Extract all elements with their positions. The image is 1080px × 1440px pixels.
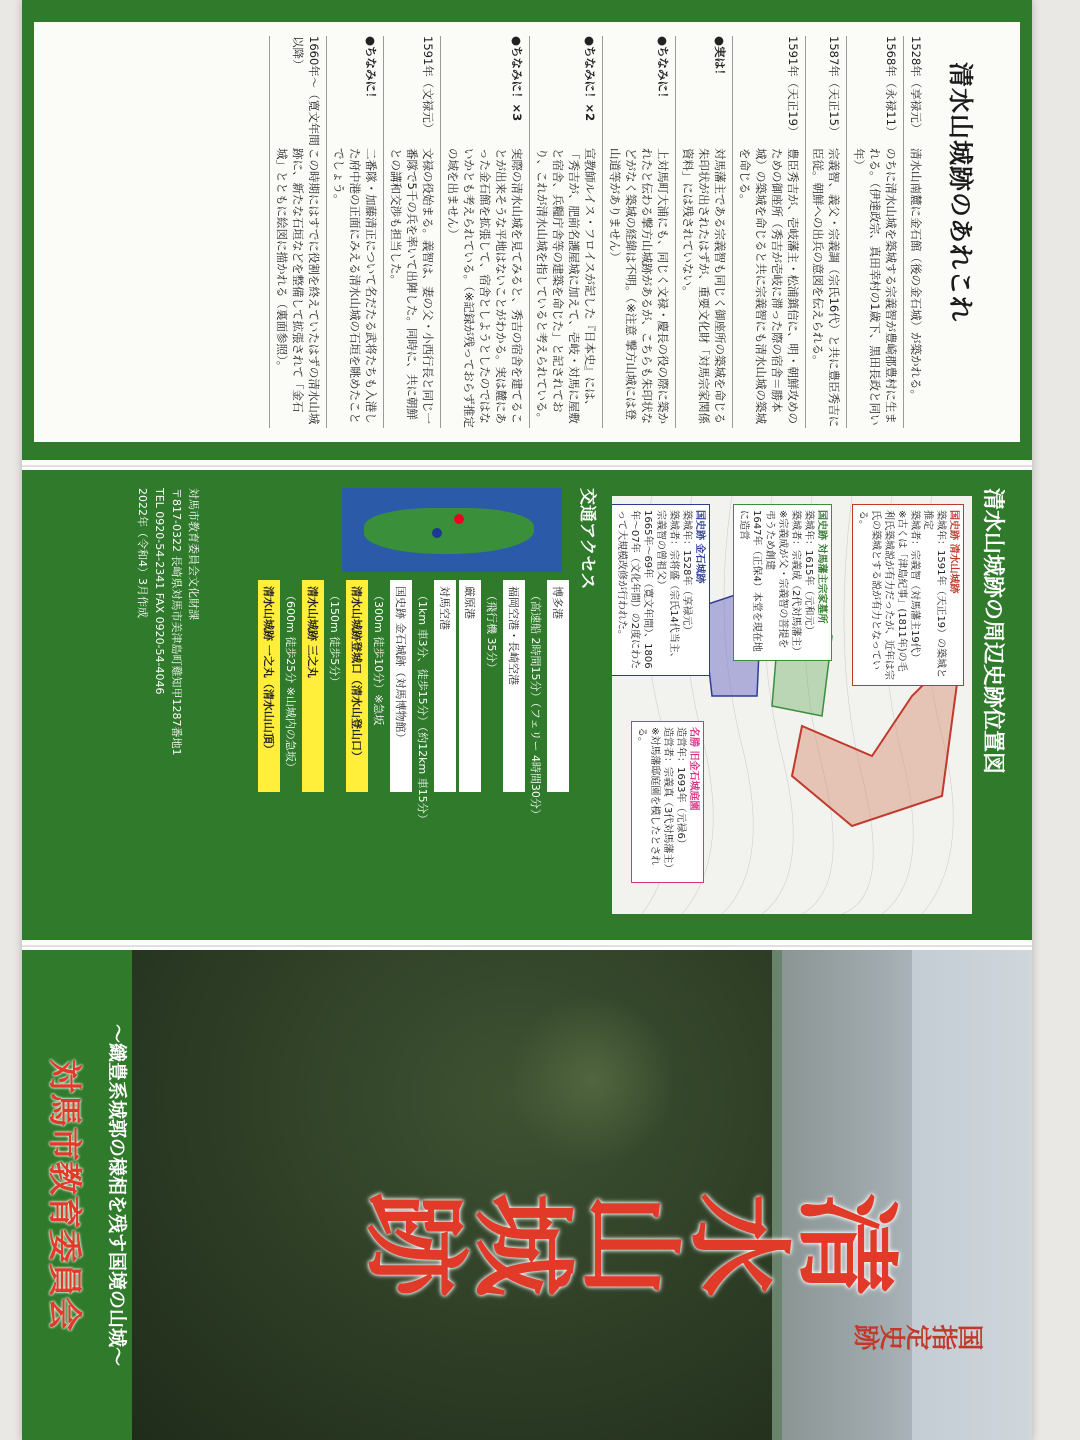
history-year: ●ちなみに！×3 [510,36,524,122]
route-leg: （高速船 2時間15分）（フェリー 4時間30分） [529,590,542,820]
kin-line: 1665年～69年（寛文年間）、1806年～07年（文化年間）の2度にわたって大規模改修が行われた。 [616,510,653,670]
cover-panel [22,950,1032,1440]
history-year: ●ちなみに！×2 [583,36,597,122]
route-stop: 清水山城跡 三之丸 [302,580,324,792]
route-stop: 清水山城跡 一之丸（清水山山頂） [258,580,280,792]
history-title: 清水山城跡のあれこれ [946,62,975,323]
history-year: 1660年～（寛文年間以降） [291,36,321,146]
history-text: のちに清水山城を築城する宗義智が豊崎郡豊村に生まれる。（伊達政宗、真田幸村の1歳下、黒田長政と同い年） [852,148,898,426]
route-stop: 博多港 [547,580,569,792]
access-title: 交通アクセス [577,488,597,590]
contact-info [134,488,202,755]
history-text: この時期にはすでに役割を終えていたはずの清水山城跡に、新たな石垣などを整備して拡張されて「金石城」とともに絵図に描かれる（裏面参照）。 [275,148,321,425]
history-text: 実際の清水山城を見てみると、秀吉の宿舎を建てることが出来そうな平地はないことがわかる。実は麓にあった金石館を拡張して、宿舎としようとしたのではないかとも考えられている。（※記録が残っておらず推定の域を出ません） [446,148,524,428]
contact-line: TEL 0920-54-2341 FAX 0920-54-4046 [153,488,166,695]
history-row [529,36,602,428]
tsushima-mini-map [342,488,562,572]
route-stop: 国史跡 金石城跡（対馬博物館） [390,580,412,792]
shimizu-line: 築城年：1591年（天正19）の築城と推定 [922,510,946,679]
history-list [269,36,928,428]
history-year: 1587年（天正15） [827,36,841,138]
castle-pin-icon [454,514,464,524]
garden-head: 名勝 旧金石城庭園 [688,727,699,811]
history-year: 1591年（文禄元） [421,36,435,135]
island-shape [364,508,534,554]
garden-line: 造営者：宗義真（3代対馬藩主） [662,727,673,874]
history-text: 二番隊・加藤清正について名だたる武将たちも入港した府中港の正面にみえる清水山城の石垣を眺めたことでしょう。 [332,148,378,424]
history-row [903,36,928,428]
shimizu-line: 築城者：宗義智（対馬藩主19代） [909,510,920,663]
kin-line: 築城者：宗将盛（宗氏14代当主、宗義智の曾祖父） [655,510,679,663]
history-text: 宗義智、義父・宗義調（宗氏16代）と共に豊臣秀吉に臣従。朝鮮への出兵の意図を伝えられる。 [811,148,841,428]
route-stop: 厳原港 [459,580,481,792]
grave-line: 築城者：宗義成（2代対馬藩主） [790,510,801,657]
history-year: 1568年（永禄11） [884,36,898,138]
brochure-sheet [22,0,1032,1440]
grave-head: 国史跡 対馬藩主宗家墓所 [816,510,827,624]
route-stop: 清水山城跡登城口（清水山登山口） [346,580,368,792]
garden-label [631,721,704,883]
route-leg: （飛行機 35分） [485,590,498,674]
history-year: 1528年（享禄元） [909,36,923,135]
shimizu-castle-label [852,504,964,686]
route-stop: 福岡空港・長崎空港 [503,580,525,792]
grave-line: 1647年（正保4）本堂を現在地に造営 [738,510,762,652]
history-year: ●ちなみに！ [656,36,670,104]
cover-organization: 対馬市教育委員会 [44,1059,84,1331]
contact-line: 〒817-0322 長崎県対馬市美津島町雞知甲1287番地1 [170,488,183,756]
history-year: ●ちなみに！ [364,36,378,104]
shimizu-head: 国史跡 清水山城跡 [948,510,959,594]
history-year: ●実は！ [713,36,727,81]
kin-castle-label [612,504,710,676]
history-text: 宣教師ルイス・フロイスが記した『日本史』には、「秀吉が、肥前名護屋城に加えて、壱岐・対馬に屋敷と宿舎、兵糧庁舎等の建築を命じた」と記されており、これが清水山城を指していると考えられている。 [535,148,597,424]
history-text: 上対馬町大浦にも、同じく文禄・慶長の役の際に築かれたと伝わる撃方山城跡があるが、こちらも朱印状などがなく築城の経緯は不明。（※注意 撃方山城には登山道等がありません） [608,148,670,424]
history-row [846,36,903,428]
map-panel [22,470,1032,940]
cover-subtitle: ～織豊系城郭の様相を残す国境の山城～ [106,1023,128,1366]
shimizu-line: ※古くは「津島紀事」(1811年)の毛利氏築城説が有力だったが、近年は宗氏の築城とする説が有力となっている。 [857,510,907,680]
access-routes [255,580,572,920]
cover-title: 清水山城跡 [362,1175,902,1297]
contact-line: 対馬市教育委員会文化財課 [187,488,200,620]
route-leg: （1km 車3分、徒歩15分）（約12km 車15分） [416,590,429,825]
route-leg: （150m 徒歩5分） [328,590,341,688]
route-leg: （600m 徒歩25分 ※山城内の急坂） [284,590,297,773]
contact-line: 2022年（令和4）3月作成 [136,488,149,618]
history-panel [22,0,1032,460]
history-row [269,36,326,428]
site-map [612,496,972,914]
history-row [440,36,529,428]
history-row [732,36,805,428]
grave-label [733,504,832,661]
grave-line: ※宗義成が父・宗義智の菩提を弔うため創建 [764,510,788,649]
history-year: 1591年（天正19） [786,36,800,138]
history-text: 豊臣秀吉が、壱岐藩主・松浦鎮信に、明・朝鮮攻めのための御座所（秀吉が壱岐に滞った際の宿舎＝勝本城）の築城を命じると共に宗義智にも清水山城の築城を命じる。 [738,148,800,424]
route-stop: 対馬空港 [434,580,456,792]
history-text: 文禄の役始まる。義智は、妻の父・小西行長と同じ一番隊で5千の兵を率いて出陣した。同時に、共に朝鮮との講和交渉も担当した。 [389,148,435,424]
history-row [383,36,440,428]
route-leg: （300m 徒歩10分）※急坂 [372,590,385,726]
history-inner [34,22,1020,442]
garden-line: ※対馬藩邸庭園を模したとされる。 [636,727,660,866]
brochure-content [22,0,1032,1440]
grave-line: 築城年：1615年（元和元） [803,510,814,636]
history-row [602,36,675,428]
history-text: 清水山南麓に金石館（後の金石城）が築かれる。 [909,148,923,401]
history-row [805,36,846,428]
garden-line: 造営年：1693年（元禄6） [675,727,686,849]
kin-line: 築城年：1528年（享禄元） [681,510,692,636]
history-row [326,36,383,428]
cover-badge: 国指定史跡 [854,1320,984,1350]
history-row [675,36,732,428]
history-text: 対馬藩主である宗義智も同じく御座所の築城を命じる朱印状が出されたはずが、重要文化財「対馬宗家関係資料」には残されていない。 [681,148,727,424]
port-pin-icon [432,528,442,538]
kin-head: 国史跡 金石城跡 [694,510,705,584]
map-title: 清水山城跡の周辺史跡位置図 [980,488,1005,775]
